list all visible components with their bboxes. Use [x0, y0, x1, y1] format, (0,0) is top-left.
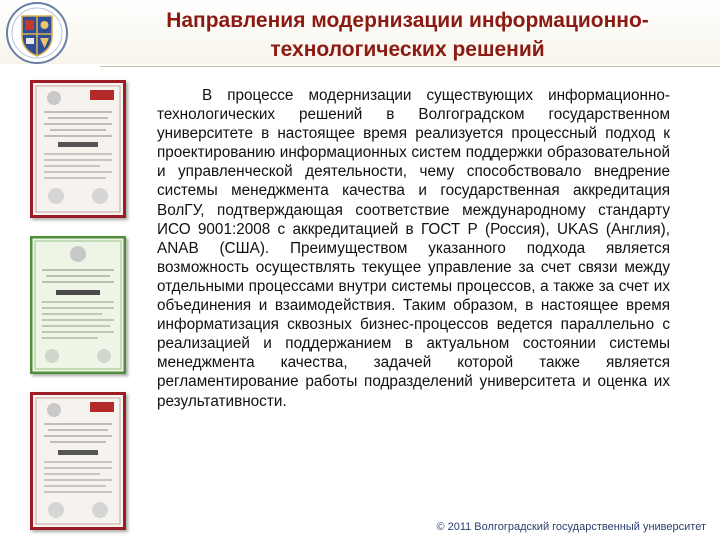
certificate-image-1 [30, 80, 126, 218]
certificate-image-2 [30, 236, 126, 374]
title-divider [100, 66, 720, 67]
university-crest-logo [6, 2, 68, 64]
slide-title [95, 6, 720, 64]
footer-copyright: © 2011 Волгоградский государственный университет [436, 521, 706, 533]
body-paragraph: В процессе модернизации существующих информационно-технологических решений в Волгоградском государственном университете в настоящее время реализуется процессный подход к проектированию информационных систем поддержки образовательной и управленческой деятельности, чему способствовало внедрение системы менеджмента качества и государственная аккредитация ВолГУ, подтверждающая соответствие международному стандарту ИСО 9001:2008 с аккредитацией в ГОСТ Р (Россия), UKAS (Англия), ANAB (США). Преимуществом указанного подхода является возможность осуществлять текущее управление за счет связи между отдельными процессами внутри системы процессов, а также за счет их объединения и взаимодействия. Таким образом, в настоящее время информатизация сквозных бизнес-процессов ведется параллельно с реализацией и поддержанием в актуальном состоянии системы менеджмента качества, задачей которой также является регламентирование работы подразделений университета и оценка их результативности. [157, 87, 670, 410]
certificate-image-3 [30, 392, 126, 530]
title-line-1: Направления модернизации информационно- [166, 9, 649, 32]
title-line-2: технологических решений [270, 38, 545, 61]
